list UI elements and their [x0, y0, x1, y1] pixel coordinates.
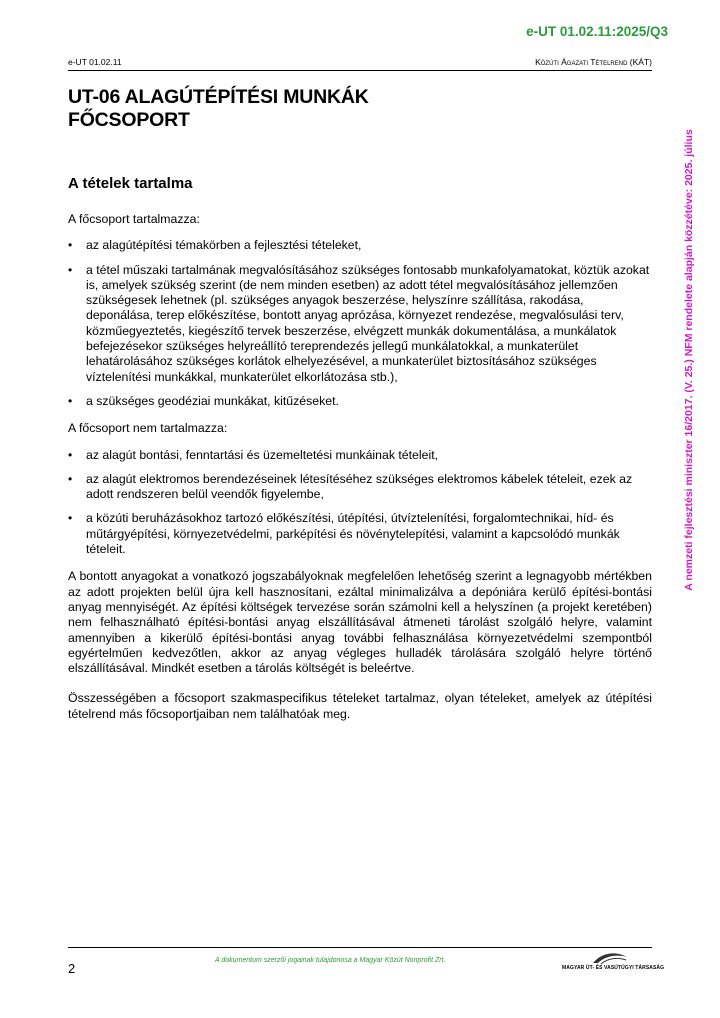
page-title-line2: FŐCSOPORT	[68, 109, 190, 131]
excludes-list	[68, 448, 652, 558]
running-header	[68, 57, 652, 71]
logo-text: MAGYAR ÚT- ÉS VASÚTÜGYI TÁRSASÁG	[562, 965, 665, 971]
includes-list	[68, 238, 652, 409]
page-title	[68, 86, 628, 132]
logo-swoosh-icon	[592, 950, 628, 965]
footer-divider	[68, 947, 652, 948]
list-item: • a közúti beruházásokhoz tartozó előkészítési, útépítési, útvíztelenítési, forgalomtechnikai, híd- és műtárgyépítési, környezetvédelmi, parképítési és növénytelepítési, valamint a kapcsolódó munkák tételeit.	[68, 511, 652, 557]
list-item: • az alagút bontási, fenntartási és üzemeltetési munkáinak tételeit,	[68, 448, 652, 463]
list-item: • a szükséges geodéziai munkákat, kitűzéseket.	[68, 394, 652, 409]
organization-logo	[562, 950, 665, 974]
list-item: • az alagútépítési témakörben a fejlesztési tételeket,	[68, 238, 652, 253]
running-header-abbr: (KÁT)	[629, 57, 652, 67]
running-header-title: Közúti Ágazati Tételrend	[535, 57, 628, 67]
list-item: • a tétel műszaki tartalmának megvalósításához szükséges fontosabb munkafolyamatokat, köztük azokat is, amelyek szükség szerint (de nem minden esetben) az adott tétel megvalósításához jellemzően szükségesek lehetnek (pl. szükséges anyagok beszerzése, helyszínre szállítása, rakodása, deponálása, terep előkészítése, bontott anyag aprózása, környezet rendezése, megvalósulási terv, közműegyeztetés, kiegészítő tervek beszerzése, elvégzett munkák dokumentálása, a munkálatok befejezésekor szükséges helyreállító tereprendezés jellegű munkálatokkal, a munkaterület lehatárolásához szükséges korlátok elhelyezésével, a munkaterület biztosításához szükséges víztelenítési munkákkal, munkaterület elkorlátozása stb.),	[68, 263, 652, 385]
includes-lead: A főcsoport tartalmazza:	[68, 212, 200, 226]
list-item: • az alagút elektromos berendezéseinek létesítéséhez szükséges elektromos kábelek tételeit, ezek az adott rendszeren belül veendők figyelembe,	[68, 472, 652, 503]
paragraph: Összességében a főcsoport szakmaspecifikus tételeket tartalmaz, olyan tételeket, amelyek az útépítési tételrend más főcsoportjaiban nem találhatóak meg.	[68, 691, 652, 721]
excludes-lead: A főcsoport nem tartalmazza:	[68, 421, 228, 436]
paragraph: A bontott anyagokat a vonatkozó jogszabályoknak megfelelően lehetőség szerint a legnagyobb mértékben az adott projekten belül újra kell hasznosítani, ezáltal minimalizálva a depóniára kerülő építési-bontási anyag mennyiségét. Az építési költségek tervezése során számolni kell a helyszínen (a projekt keretében) nem felhasználható építési-bontási anyag elszállításával átmeneti tárolást szolgáló helyre, valamint amennyiben a kikerülő építési-bontási anyag további felhasználása környezetvédelmi szempontból egyértelműen kedvezőtlen, akkor az anyag végleges hulladék tárolására szolgáló helyre történő elszállításával. Mindkét esetben a tárolás költségét is beleértve.	[68, 569, 652, 676]
content	[68, 212, 652, 737]
copyright-notice: A dokumentum szerzői jogainak tulajdonosa a Magyar Közút Nonprofit Zrt.	[215, 957, 446, 964]
side-note: A nemzeti fejlesztési miniszter 16/2017. (V. 25.) NFM rendelete alapján közzétéve: 2025. július	[683, 129, 695, 591]
running-header-right	[535, 57, 652, 67]
section-title: A tételek tartalma	[68, 175, 193, 192]
running-header-left: e-UT 01.02.11	[68, 57, 122, 67]
page-number: 2	[68, 961, 76, 976]
page-title-line1: UT-06 ALAGÚTÉPÍTÉSI MUNKÁK	[68, 86, 369, 108]
document-code: e-UT 01.02.11:2025/Q3	[526, 24, 668, 39]
